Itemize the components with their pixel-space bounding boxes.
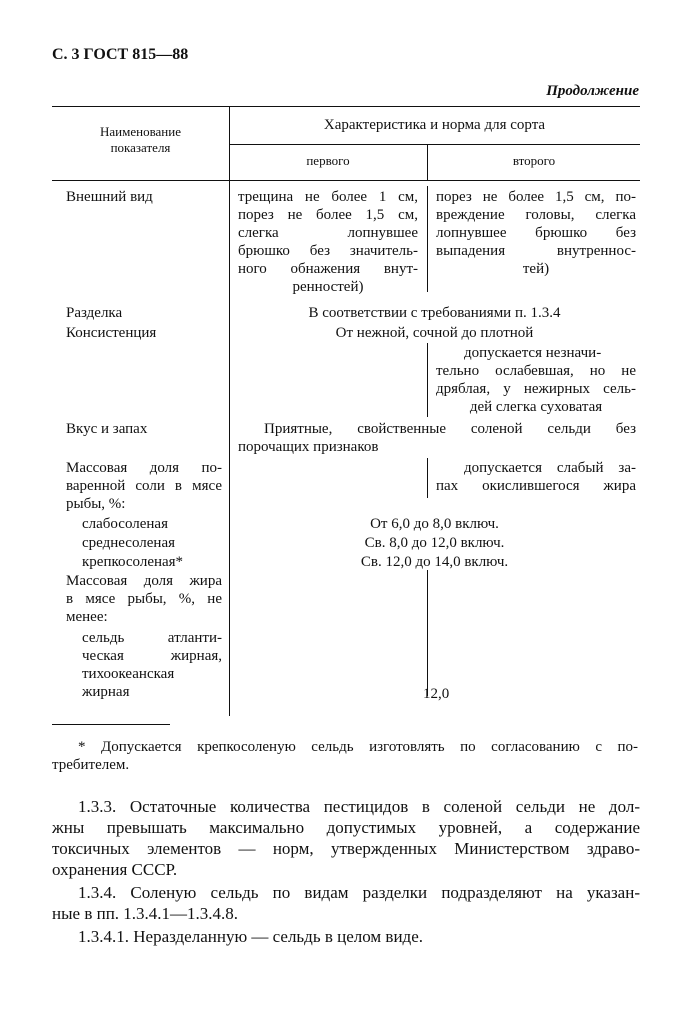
- head-indicator: Наименование показателя: [100, 124, 181, 155]
- table-subhead-rule: [229, 144, 640, 145]
- row-salt-name: Массовая доля по- варенной соли в мясе рыбы, %:: [66, 460, 222, 512]
- row-cutting-value: В соответствии с требованиями п. 1.3.4: [308, 305, 561, 321]
- table-col-divider-2-fat: [427, 570, 428, 696]
- table-top-rule: [52, 106, 640, 107]
- row-appearance-second: порез не более 1,5 см, по- вреждение головы, слегка лопнувшее брюшко без выпадения внутреннос- тей): [436, 189, 636, 277]
- row-salt-item-weak: слабосоленая: [82, 516, 168, 532]
- table-col-divider-2-appearance: [427, 186, 428, 292]
- head-grade-second: второго: [512, 153, 556, 168]
- row-consistency-name: Консистенция: [66, 325, 157, 341]
- table-col-divider-1: [229, 106, 230, 716]
- head-characteristic: Характеристика и норма для сорта: [323, 117, 546, 133]
- table-col-divider-2-taste: [427, 458, 428, 498]
- row-fat-name: Массовая доля жира в мясе рыбы, %, не менее:: [66, 573, 222, 625]
- page-header: С. 3 ГОСТ 815—88: [52, 46, 189, 63]
- row-consistency-value: От нежной, сочной до плотной: [335, 325, 534, 341]
- row-consistency-second: допускается незначи- тельно ослабевшая, но не дряблая, у нежирных сель- дей слегка суховатая: [436, 345, 636, 415]
- row-salt-value-medium: Св. 8,0 до 12,0 включ.: [364, 535, 505, 551]
- row-cutting-name: Разделка: [66, 305, 123, 321]
- continuation-label: Продолжение: [546, 83, 639, 99]
- row-salt-item-medium: среднесоленая: [82, 535, 175, 551]
- paragraph-1-3-3: 1.3.3. Остаточные количества пестицидов в соленой сельди не дол- жны превышать максимально допустимых уровней, а содержание токсичных элементов — норм, утвержденных Министерством здраво- охранения СССР.: [52, 797, 640, 879]
- row-salt-item-strong: крепкосоленая*: [82, 554, 184, 570]
- row-taste-second: допускается слабый за- пах окислившегося жира: [436, 460, 636, 494]
- row-appearance-name: Внешний вид: [66, 189, 153, 205]
- row-salt-value-weak: От 6,0 до 8,0 включ.: [370, 516, 499, 532]
- paragraph-1-3-4: 1.3.4. Соленую сельдь по видам разделки подразделяют на указан- ные в пп. 1.3.4.1—1.3.4.8.: [52, 883, 640, 923]
- row-salt-value-strong: Св. 12,0 до 14,0 включ.: [360, 554, 509, 570]
- row-appearance-first: трещина не более 1 см, порез не более 1,5 см, слегка лопнувшее брюшко без значитель- ного обнажения внут- ренностей): [238, 189, 418, 295]
- footnote-rule: [52, 724, 170, 725]
- table-col-divider-2-consistency: [427, 343, 428, 417]
- row-fat-value: 12,0: [423, 686, 450, 702]
- paragraph-1-3-4-1: 1.3.4.1. Неразделанную — сельдь в целом виде.: [78, 927, 423, 946]
- row-taste-value: Приятные, свойственные соленой сельди без порочащих признаков: [238, 421, 636, 455]
- head-grade-first: первого: [306, 153, 350, 168]
- row-taste-name: Вкус и запах: [66, 421, 148, 437]
- row-fat-item: сельдь атланти- ческая жирная, тихоокеанская жирная: [82, 630, 222, 700]
- table-head-bottom-rule: [52, 180, 640, 181]
- footnote: * Допускается крепкосоленую сельдь изготовлять по согласованию с по- требителем.: [52, 739, 638, 773]
